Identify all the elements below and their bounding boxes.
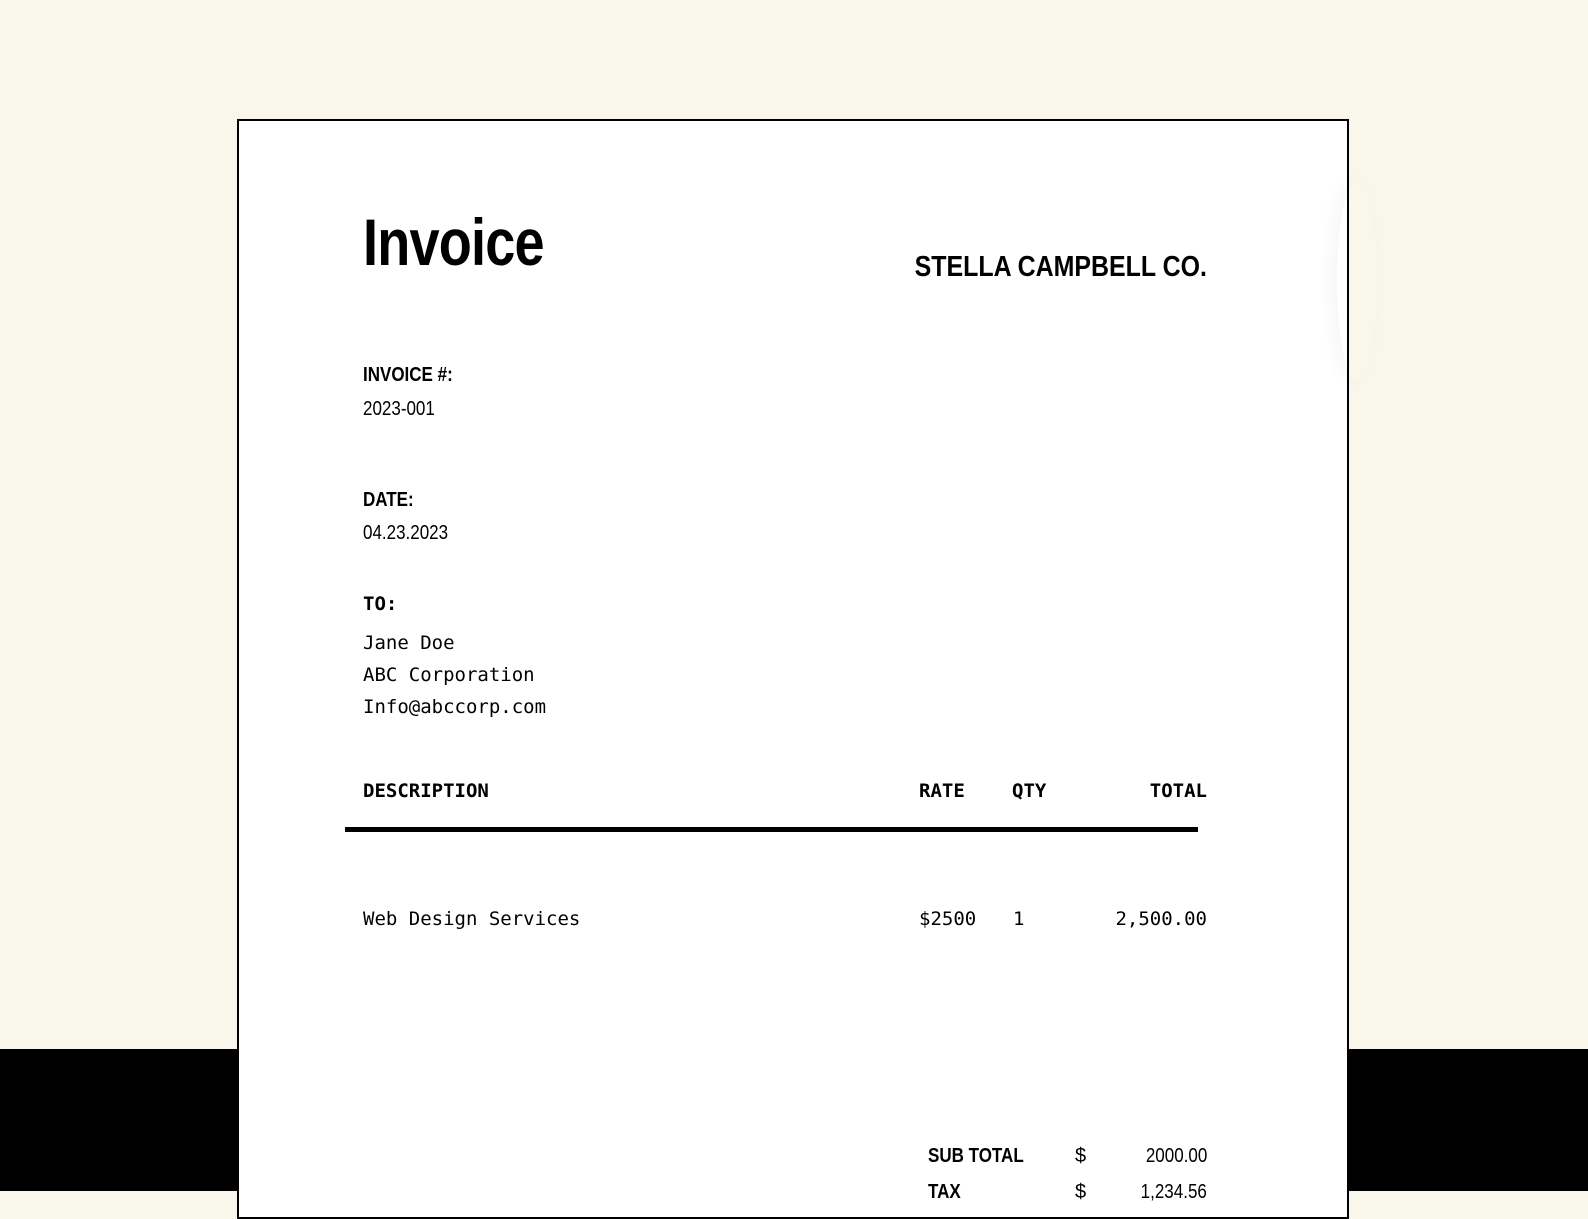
subtotal-currency: $ [1075,1145,1087,1167]
invoice-number-label: INVOICE #: [363,364,453,386]
row-qty: 1 [1013,908,1025,930]
date-value: 04.23.2023 [363,522,449,544]
invoice-title: Invoice [363,205,544,279]
recipient-email: Info@abccorp.com [363,696,547,718]
subtotal-label: SUB TOTAL [928,1145,1024,1167]
recipient-name: Jane Doe [363,632,455,654]
recipient-label: TO: [363,593,398,615]
tax-value: 1,234.56 [1140,1181,1207,1203]
recipient-company: ABC Corporation [363,664,535,686]
date-label: DATE: [363,489,414,511]
column-header-description: DESCRIPTION [363,780,489,802]
row-description: Web Design Services [363,908,581,930]
column-header-total: TOTAL [1149,780,1207,802]
invoice-number-value: 2023-001 [363,398,435,420]
row-rate: $2500 [919,908,977,930]
column-header-rate: RATE [919,780,965,802]
recipient-block [363,627,546,723]
tax-label: TAX [928,1181,961,1203]
column-header-qty: QTY [1012,780,1047,802]
table-header-divider [345,827,1198,832]
page-curl-shadow [1337,181,1377,381]
tax-currency: $ [1075,1181,1087,1203]
subtotal-value: 2000.00 [1145,1145,1207,1167]
invoice-document [237,119,1349,1219]
company-name: STELLA CAMPBELL CO. [914,251,1207,283]
row-total: 2,500.00 [1115,908,1207,930]
